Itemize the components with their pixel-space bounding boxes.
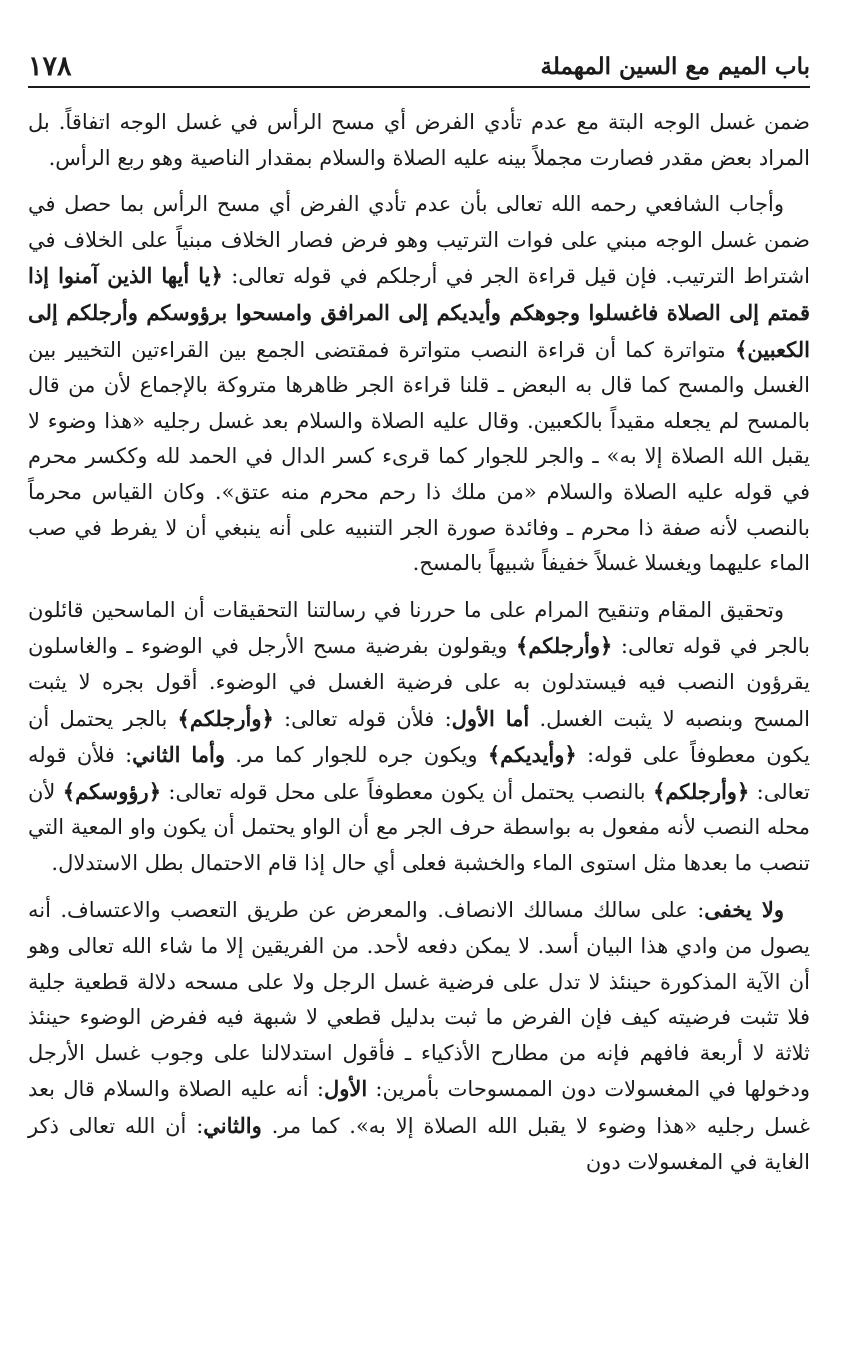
bold-run: ﴿وأيديكم﴾ bbox=[487, 742, 577, 768]
text-run: متواترة كما أن قراءة النصب متواترة فمقتضى الجمع بين القراءتين التخيير بين الغسل والمسح كما قال به البعض ـ قلنا قراءة الجر ظاهرها متروكة بالإجماع لأن من قال بالمسح لم يجعله مقيداً بالكعبين. وقال عليه الصلاة والسلام بعد غسل رجليه «هذا وضوء لا يقبل الله الصلاة إلا به» ـ والجر للجوار كما قرىء كسر الدال في الحمد لله وككسر محرم في قوله عليه الصلاة والسلام «من ملك ذا رحم محرم منه عتق». وكان القياس محرماً بالنصب لأنه صفة ذا محرم ـ وفائدة صورة الجر التنبيه على أنه ينبغي أن لا يفرط في صب الماء عليهما ويغسلا غسلاً خفيفاً شبيهاً بالمسح. bbox=[28, 337, 810, 576]
running-header bbox=[28, 40, 810, 88]
paragraph bbox=[28, 892, 810, 1180]
bold-run: ﴿رؤوسكم﴾ bbox=[62, 778, 161, 804]
text-run: بالنصب يحتمل أن يكون معطوفاً على محل قوله تعالى: bbox=[161, 779, 654, 804]
text-run: : أن الله تعالى ذكر الغاية في المغسولات دون bbox=[28, 1114, 810, 1174]
text-run: : أنه عليه الصلاة والسلام قال بعد غسل رجليه «هذا وضوء لا يقبل الله الصلاة إلا به». كما مر. bbox=[28, 1077, 810, 1139]
text-run: : فلأن قوله تعالى: bbox=[273, 706, 452, 731]
text-run: لأن محله النصب لأنه مفعول به بواسطة حرف الجر مع أن الواو يحتمل أن يكون واو المعية التي تنصب ما بعدها مثل استوى الماء والخشبة فعلى أي حال إذا قام الاحتمال بطل الاستدلال. bbox=[28, 779, 810, 875]
bold-run: الأول bbox=[323, 1076, 368, 1102]
bold-run: ﴿وأرجلكم﴾ bbox=[177, 705, 274, 731]
paragraph bbox=[28, 187, 810, 582]
bold-run: ﴿وأرجلكم﴾ bbox=[516, 633, 613, 659]
text-run: : فلأن قوله تعالى: bbox=[28, 743, 810, 804]
paragraph bbox=[28, 105, 810, 176]
page-number: ١٧٨ bbox=[28, 51, 72, 82]
text-run: ويقولون بفرضية مسح الأرجل في الوضوء ـ والغاسلون يقرؤون النصب فيه فيستدلون به على فرضية الغسل في الوضوء. أقول بجره لا يثبت المسح وبنصبه لا يثبت الغسل. bbox=[28, 634, 810, 731]
text-run: بالجر يحتمل أن يكون معطوفاً على قوله: bbox=[28, 706, 810, 768]
chapter-title: باب الميم مع السين المهملة bbox=[540, 53, 810, 80]
bold-run: ﴿وأرجلكم﴾ bbox=[653, 778, 750, 804]
bold-run: والثاني bbox=[203, 1113, 262, 1139]
text-run: ضمن غسل الوجه البتة مع عدم تأدي الفرض أي مسح الرأس في غسل الوجه اتفاقاً. بل المراد بعض مقدر فصارت مجملاً بينه عليه الصلاة والسلام بمقدار الناصية وهو ربع الرأس. bbox=[28, 110, 810, 170]
text-run: وأجاب الشافعي رحمه الله تعالى بأن عدم تأدي الفرض أي مسح الرأس بما حصل في ضمن غسل الوجه مبني على فوات الترتيب وهو فرض فصار الخلاف مبنياً على الخلاف في اشتراط الترتيب. فإن قيل قراءة الجر في أرجلكم في قوله تعالى: bbox=[28, 192, 810, 289]
body-text bbox=[28, 105, 810, 1180]
bold-run: وأما الثاني bbox=[132, 742, 225, 768]
text-run: : على سالك مسالك الانصاف. والمعرض عن طريق التعصب والاعتساف. أنه يصول من وادي هذا البيان أسد. لا يمكن دفعه لأحد. من الفريقين إلا ما شاء الله تعالى وهو أن الآية المذكورة حينئذ لا تدل على فرضية غسل الرجل ولا على مسحه دلالة قطعية جلية فلا تثبت فرضيته كيف فإن الفرض ما ثبت بدليل قطعي لا شبهة فيه ففرض الوضوء حينئذ ثلاثة لا أربعة فافهم فإنه من مطارح الأذكياء ـ فأقول استدلالنا على وجوب غسل الأرجل ودخولها في المغسولات دون الممسوحات بأمرين: bbox=[28, 898, 811, 1102]
bold-run: ولا يخفى bbox=[704, 897, 784, 923]
bold-run: ﴿يا أيها الذين آمنوا إذا قمتم إلى الصلاة فاغسلوا وجوهكم وأيديكم إلى المرافق وامسحوا برؤوسكم وأرجلكم إلى الكعبين﴾ bbox=[28, 263, 810, 362]
paragraph bbox=[28, 593, 810, 882]
text-run: ويكون جره للجوار كما مر. bbox=[225, 743, 488, 768]
text-run: وتحقيق المقام وتنقيح المرام على ما حررنا في رسالتنا التحقيقات أن الماسحين قائلون بالجر في قوله تعالى: bbox=[28, 597, 810, 659]
bold-run: أما الأول bbox=[451, 705, 530, 731]
